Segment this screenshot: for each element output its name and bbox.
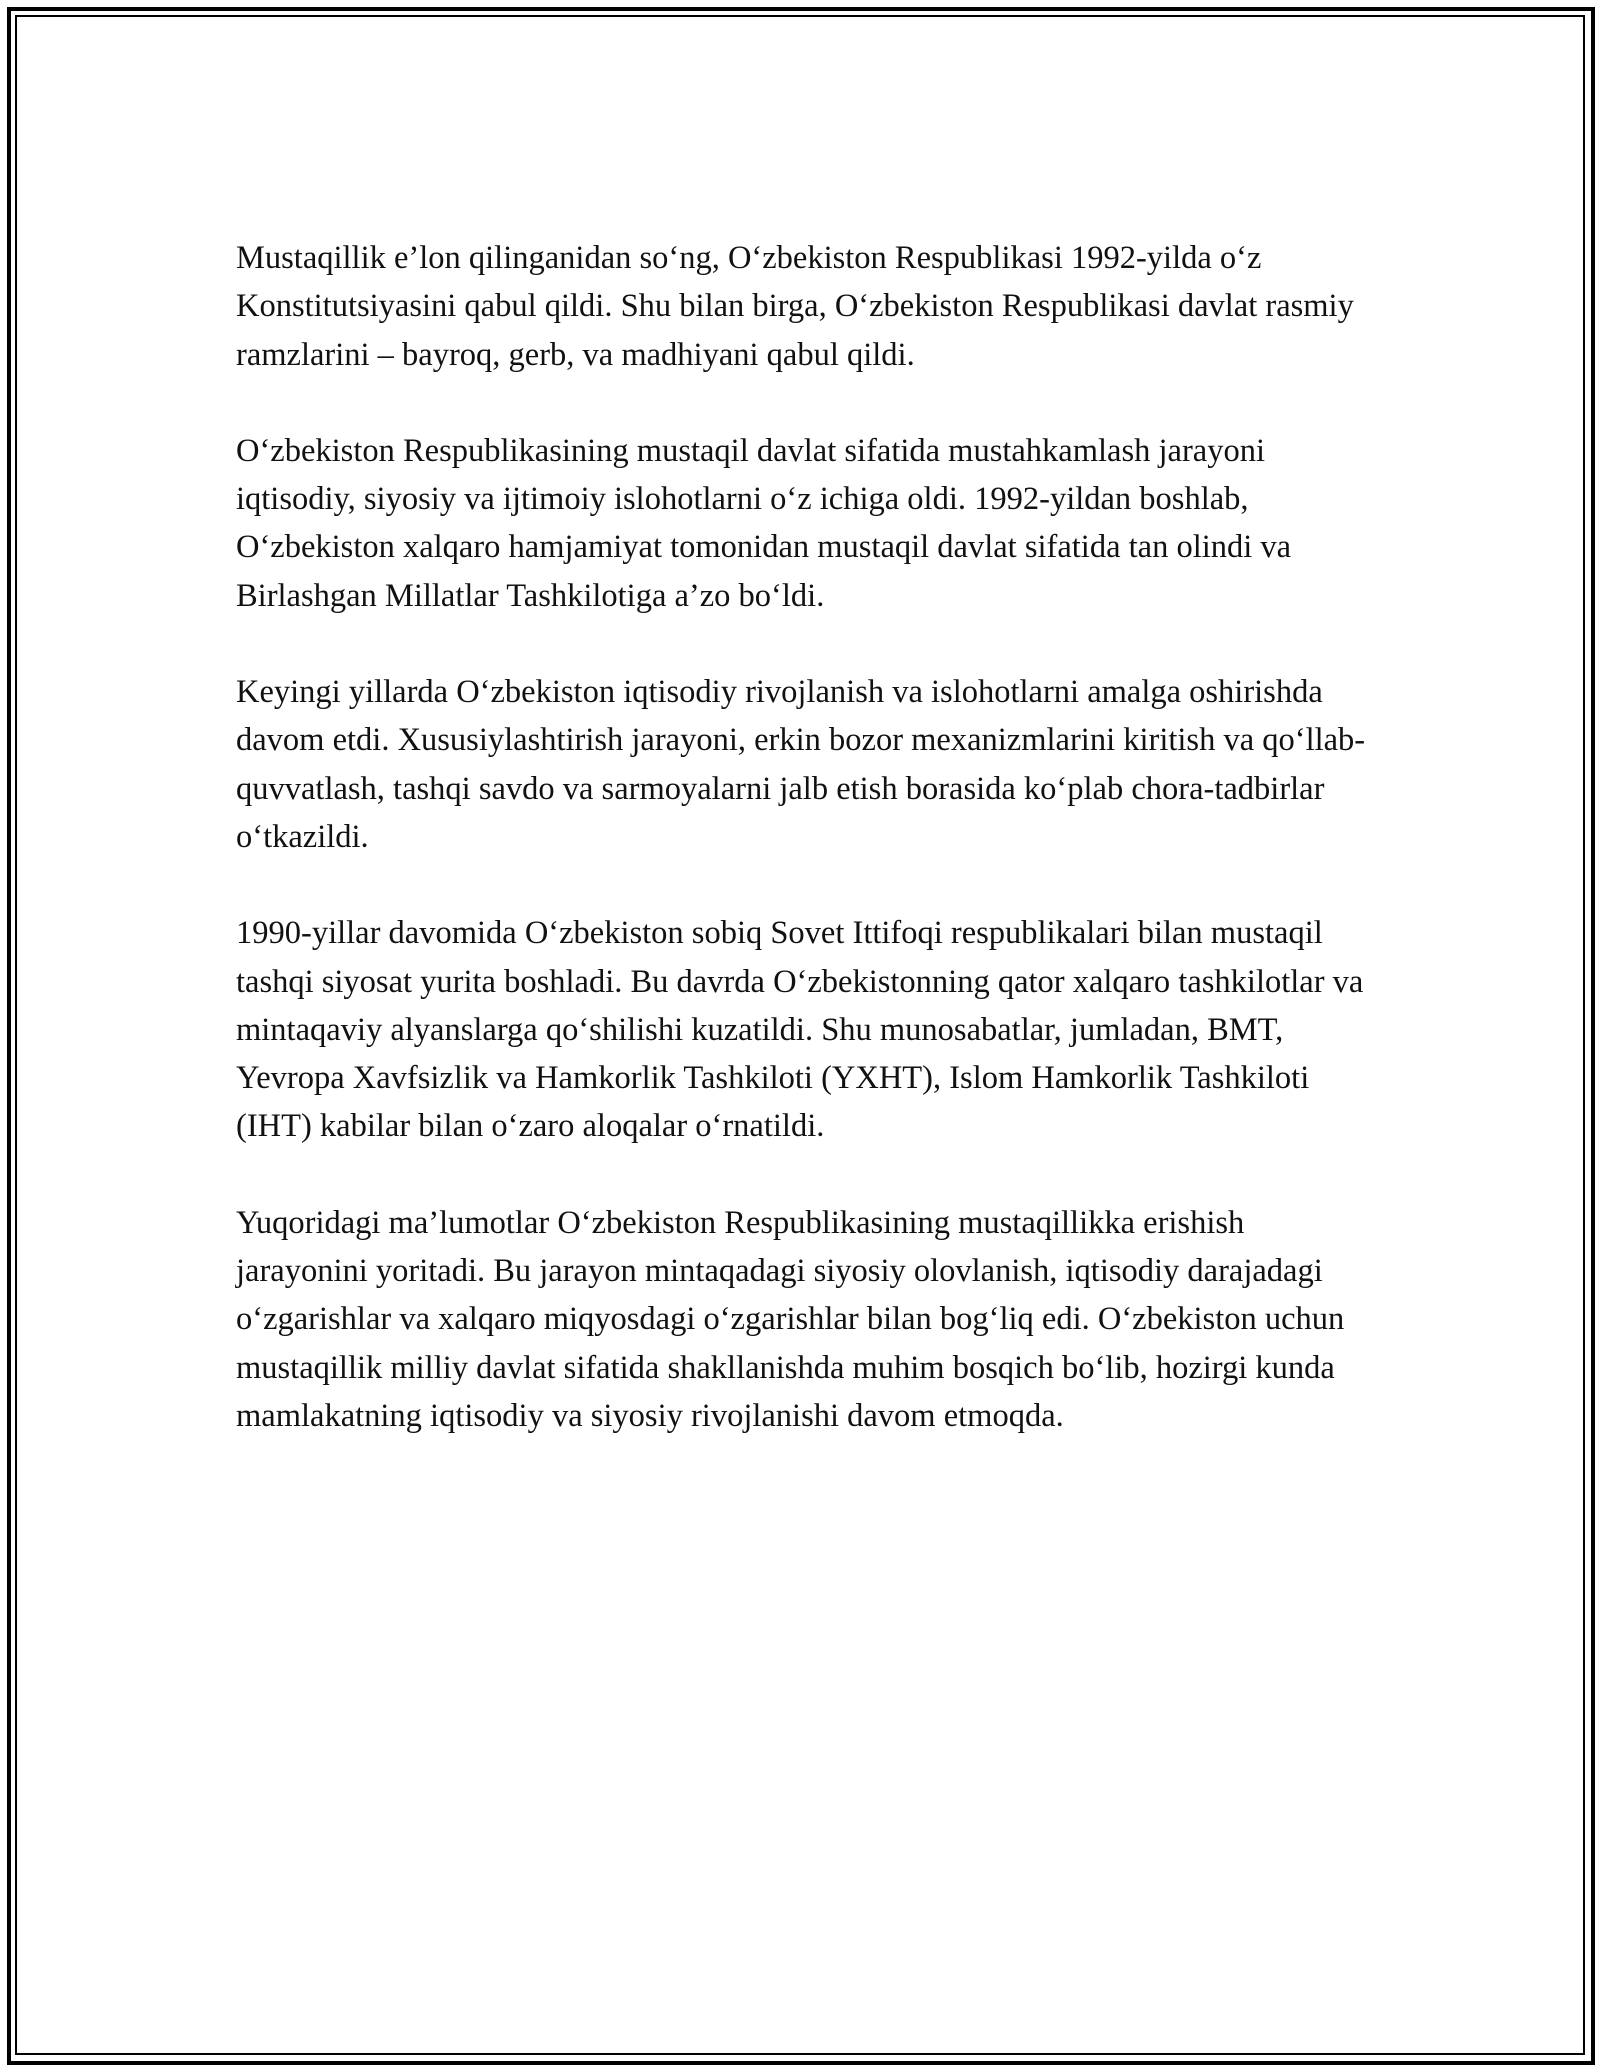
paragraph-independence-recognition: O‘zbekiston Respublikasining mustaqil davlat sifatida mustahkamlash jarayoni iqtisodiy, siyosiy va ijtimoiy islohotlarni o‘z ichiga oldi. 1992-yildan boshlab, O‘zbekiston xalqaro hamjamiyat tomonidan mustaqil davlat sifatida tan olindi va Birlashgan Millatlar Tashkilotiga a’zo bo‘ldi. [236,432,1292,614]
paragraph-economic-reforms: Keyingi yillarda O‘zbekiston iqtisodiy rivojlanish va islohotlarni amalga oshirishda davom etdi. Xususiylashtirish jarayoni, erkin bozor mexanizmlarini kiritish va qo‘llab-quvvatlash, tashqi savdo va sarmoyalarni jalb etish borasida ko‘plab chora-tadbirlar o‘tkazildi. [236,674,1366,855]
paragraph-constitution: Mustaqillik e’lon qilinganidan so‘ng, O‘zbekiston Respublikasi 1992-yilda o‘z Konstitutsiyasini qabul qildi. Shu bilan birga, O‘zbekiston Respublikasi davlat rasmiy ramzlarini – bayroq, gerb, va madhiyani qabul qildi. [236,240,1354,373]
document-body [236,234,1366,1488]
paragraph-foreign-policy: 1990-yillar davomida O‘zbekiston sobiq Sovet Ittifoqi respublikalari bilan mustaqil tashqi siyosat yurita boshladi. Bu davrda O‘zbekistonning qator xalqaro tashkilotlar va mintaqaviy alyanslarga qo‘shilishi kuzatildi. Shu munosabatlar, jumladan, BMT, Yevropa Xavfsizlik va Hamkorlik Tashkiloti (YXHT), Islom Hamkorlik Tashkiloti (IHT) kabilar bilan o‘zaro aloqalar o‘rnatildi. [236,915,1364,1145]
paragraph-summary: Yuqoridagi ma’lumotlar O‘zbekiston Respublikasining mustaqillikka erishish jarayonini yoritadi. Bu jarayon mintaqadagi siyosiy olovlanish, iqtisodiy darajadagi o‘zgarishlar va xalqaro miqyosdagi o‘zgarishlar bilan bog‘liq edi. O‘zbekiston uchun mustaqillik milliy davlat sifatida shakllanishda muhim bosqich bo‘lib, hozirgi kunda mamlakatning iqtisodiy va siyosiy rivojlanishi davom etmoqda. [236,1204,1345,1434]
